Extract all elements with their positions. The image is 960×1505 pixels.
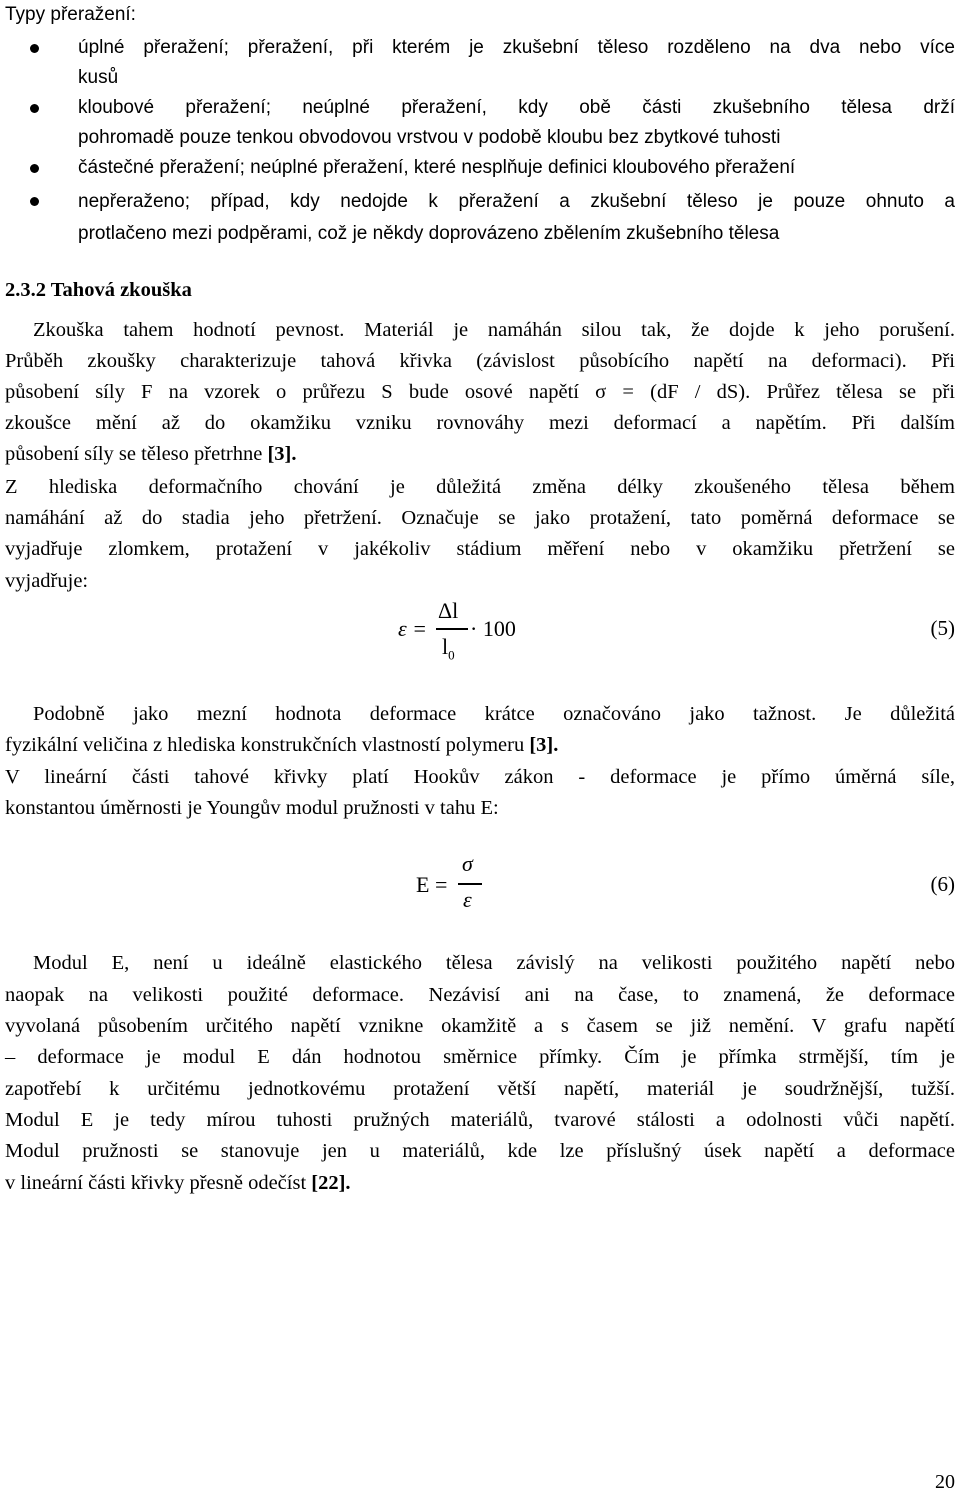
- p5-line-3: vyvolaná působením určitého napětí vznikne okamžitě a s časem se již nemění. V grafu napětí: [5, 1015, 955, 1037]
- p3-line-2: [5, 730, 955, 760]
- eq5-den-base: l: [442, 634, 449, 659]
- p1-line-5-text: působení síly se těleso přetrhne: [5, 443, 268, 465]
- list-item-4-line-2: protlačeno mezi podpěrami, což je někdy doprovázeno zbělením zkušebního tělesa: [78, 223, 780, 244]
- p5-line-7: Modul pružnosti se stanovuje jen u materiálů, kde lze příslušný úsek napětí a deformace: [5, 1140, 955, 1162]
- eq5-numerator: Δl: [438, 598, 459, 623]
- bullet-icon: [30, 44, 39, 53]
- list-item-3-line-1: částečné přeražení; neúplné přeražení, které nesplňuje definici kloubového přeražení: [78, 157, 796, 178]
- eq6-numerator: σ: [462, 851, 473, 876]
- eq5-number: (5): [930, 616, 955, 640]
- p5-line-8-text: v lineární části křivky přesně odečíst: [5, 1172, 312, 1194]
- eq5-lhs: ε =: [398, 616, 428, 641]
- p1-line-2: Průběh zkoušky charakterizuje tahová křivka (závislost působícího napětí na deformaci). Při: [5, 350, 955, 372]
- p5-line-8: [5, 1168, 955, 1198]
- types-title: Typy přeražení:: [5, 4, 136, 25]
- p4-line-1: V lineární části tahové křivky platí Hookův zákon - deformace je přímo úměrná síle,: [5, 766, 955, 788]
- fraction-bar: [458, 883, 482, 885]
- eq6-lhs: E =: [416, 872, 448, 897]
- reference-3: [3].: [529, 734, 559, 756]
- p2-line-1: Z hlediska deformačního chování je důležitá změna délky zkoušeného tělesa během: [5, 476, 955, 498]
- eq6-number: (6): [930, 872, 955, 896]
- p1-line-3: působení síly F na vzorek o průřezu S bude osové napětí σ = (dF / dS). Průřez tělesa se při: [5, 381, 955, 403]
- p1-line-5: [5, 439, 955, 469]
- bullet-icon: [30, 164, 39, 173]
- list-item-2-line-2: pohromadě pouze tenkou obvodovou vrstvou v podobě kloubu bez zbytkové tuhosti: [78, 127, 781, 148]
- page-number: 20: [935, 1471, 955, 1493]
- list-item-4-line-1: nepřeraženo; případ, kdy nedojde k přeražení a zkušební těleso je pouze ohnuto a: [78, 191, 955, 212]
- p3-line-2-text: fyzikální veličina z hlediska konstrukčních vlastností polymeru: [5, 734, 530, 756]
- eq5-factor: · 100: [470, 616, 516, 641]
- bullet-icon: [30, 197, 39, 206]
- p5-line-5: zapotřebí k určitému jednotkovému protažení větší napětí, materiál je soudržnější, tužší.: [5, 1078, 955, 1100]
- reference-22: [22].: [311, 1172, 351, 1194]
- p5-line-4: – deformace je modul E dán hodnotou směrnice přímky. Čím je přímka strmější, tím je: [5, 1046, 955, 1068]
- p2-line-4: vyjadřuje:: [5, 570, 89, 592]
- p2-line-2: namáhání až do stadia jeho přetržení. Označuje se jako protažení, tato poměrná deformace se: [5, 507, 955, 529]
- p1-line-4: zkoušce mění až do okamžiku vzniku rovnováhy mezi deformací a napětím. Při dalším: [5, 412, 955, 434]
- p5-line-1: Modul E, není u ideálně elastického tělesa závislý na velikosti použitého napětí nebo: [33, 952, 955, 974]
- list-item-1-line-2: kusů: [78, 67, 119, 88]
- p1-line-1: Zkouška tahem hodnotí pevnost. Materiál je namáhán silou tak, že dojde k jeho porušení.: [33, 319, 955, 341]
- p5-line-2: naopak na velikosti použité deformace. Nezávisí ani na čase, to znamená, že deformace: [5, 984, 955, 1006]
- section-heading: 2.3.2 Tahová zkouška: [5, 279, 192, 301]
- reference-3: [3].: [267, 443, 297, 465]
- eq6-denominator: ε: [463, 887, 472, 912]
- bullet-icon: [30, 104, 39, 113]
- eq5-den-sub: 0: [448, 647, 455, 663]
- list-item-1-line-1: úplné přeražení; přeražení, při kterém je zkušební těleso rozděleno na dva nebo více: [78, 37, 955, 58]
- list-item-2-line-1: kloubové přeražení; neúplné přeražení, kdy obě části zkušebního tělesa drží: [78, 97, 955, 118]
- p3-line-1: Podobně jako mezní hodnota deformace krátce označováno jako tažnost. Je důležitá: [33, 703, 955, 725]
- eq5-denominator: [442, 634, 455, 663]
- p5-line-6: Modul E je tedy mírou tuhosti pružných materiálů, tvarové stálosti a odolnosti vůči napětí.: [5, 1109, 955, 1131]
- p2-line-3: vyjadřuje zlomkem, protažení v jakékoliv stádium měření nebo v okamžiku přetržení se: [5, 538, 955, 560]
- p4-line-2: konstantou úměrnosti je Youngův modul pružnosti v tahu E:: [5, 797, 499, 819]
- fraction-bar: [436, 628, 468, 630]
